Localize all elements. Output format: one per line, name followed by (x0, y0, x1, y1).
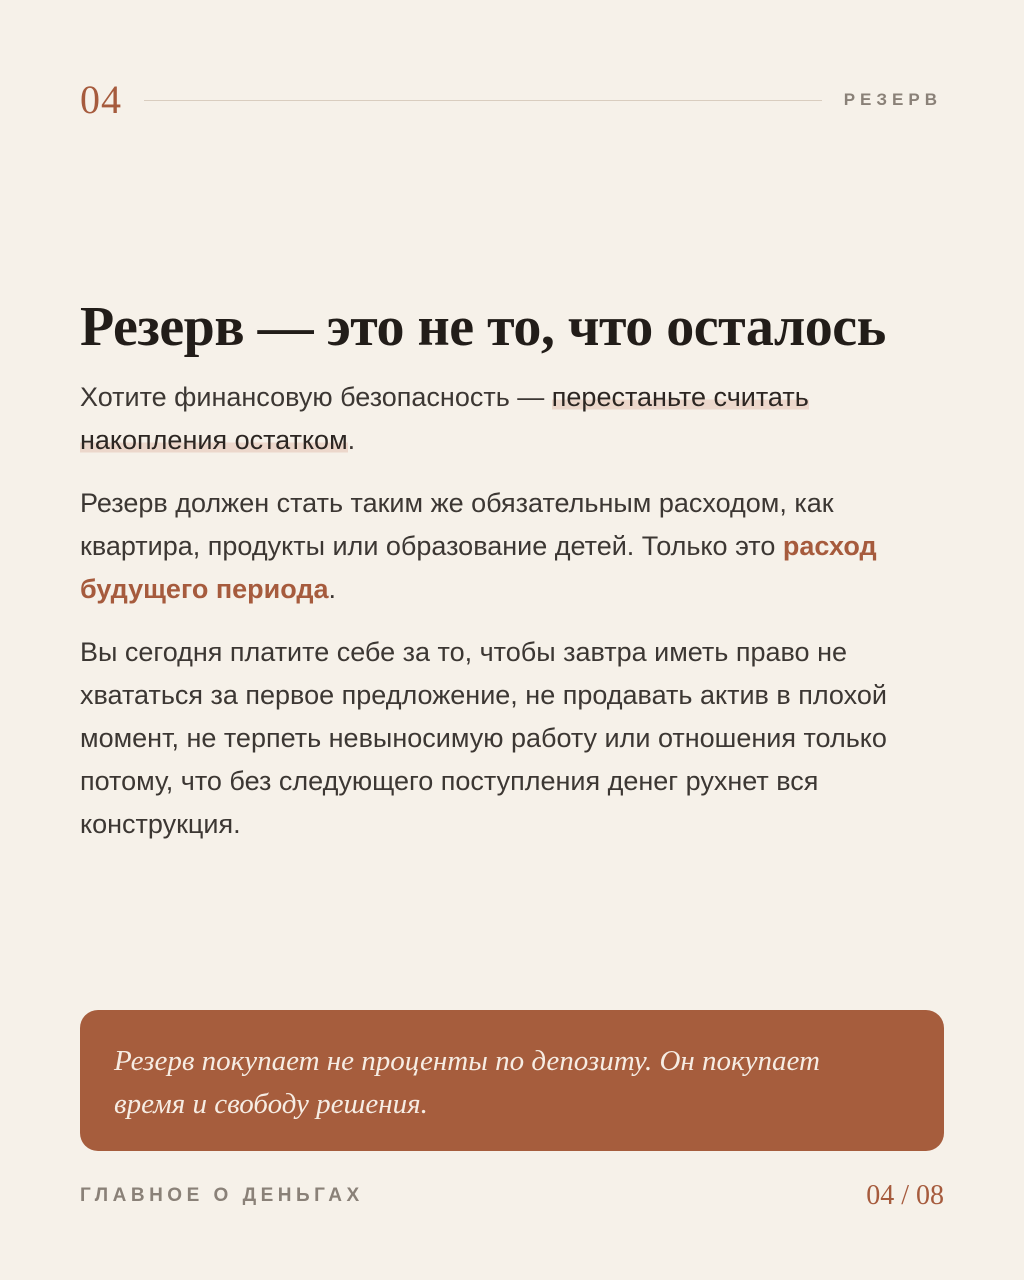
slide-footer (80, 1176, 944, 1216)
paragraph-intro-end: . (347, 425, 356, 455)
slide-header (80, 78, 942, 122)
main-content (80, 290, 950, 866)
header-divider (144, 100, 822, 101)
slide-number: 04 (80, 77, 122, 122)
page-counter: 04 / 08 (866, 1180, 944, 1211)
quote-text: Резерв покупает не проценты по депозиту. Он покупает время и свободу решения. (114, 1045, 820, 1120)
paragraph-intro (80, 376, 950, 462)
highlighted-phrase: перестаньте считать накопления остатком (80, 382, 809, 455)
paragraph-expense-end: . (328, 574, 337, 604)
paragraph-explanation: Вы сегодня платите себе за то, чтобы завтра иметь право не хвататься за первое предложение, не продавать актив в плохой момент, не терпеть невыносимую работу или отношения только потому, что без следующего поступления денег рухнет вся конструкция. (80, 637, 887, 839)
page-title: Резерв — это не то, что осталось (80, 296, 886, 358)
brand-label: ГЛАВНОЕ О ДЕНЬГАХ (80, 1185, 364, 1206)
quote-callout (80, 1010, 944, 1151)
accent-phrase: расход будущего периода (80, 531, 877, 604)
section-label: РЕЗЕРВ (843, 90, 942, 109)
paragraph-expense (80, 482, 950, 611)
paragraph-expense-text: Резерв должен стать таким же обязательным расходом, как квартира, продукты или образование детей. Только это (80, 488, 834, 561)
paragraph-intro-text: Хотите финансовую безопасность — (80, 382, 552, 412)
